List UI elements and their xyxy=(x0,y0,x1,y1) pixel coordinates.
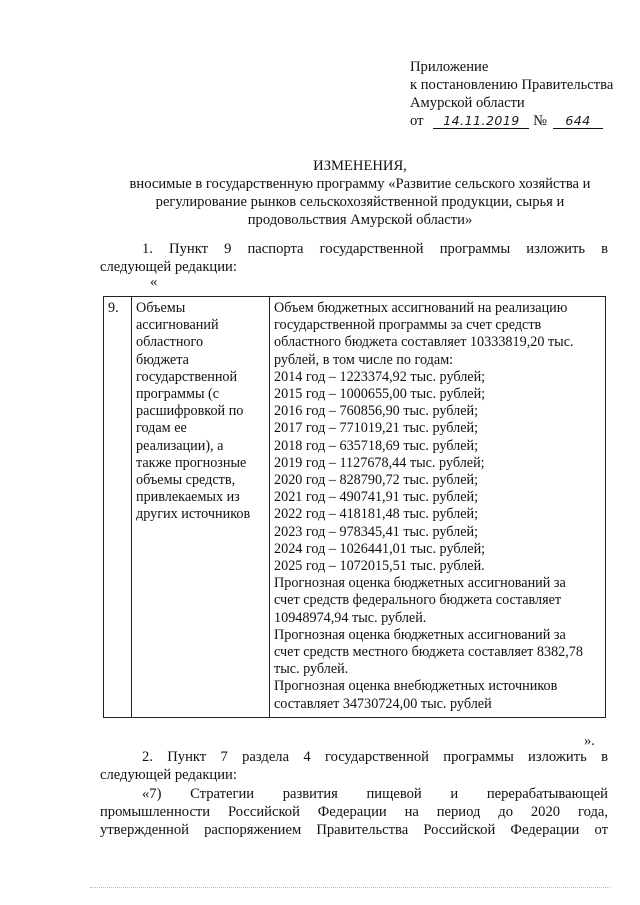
label-line: годам ее xyxy=(136,420,187,437)
appendix-header xyxy=(410,58,635,130)
title-subline-3: продовольствия Амурской области» xyxy=(247,212,473,228)
content-line: Прогнозная оценка внебюджетных источников xyxy=(274,678,558,695)
closing-quote: ». xyxy=(584,733,595,749)
label-line: привлекаемых из xyxy=(136,489,240,506)
appendix-title: Приложение xyxy=(410,59,489,75)
title-heading: ИЗМЕНЕНИЯ, xyxy=(313,158,407,174)
content-line: 2025 год – 1072015,51 тыс. рублей. xyxy=(274,558,485,575)
item-3-line-3: утвержденной распоряжением Правительства Российской Федерации от xyxy=(100,822,608,838)
item-1-paragraph xyxy=(100,240,608,276)
content-line: рублей, в том числе по годам: xyxy=(274,351,454,368)
appendix-resolution-line: к постановлению Правительства xyxy=(410,77,614,93)
content-line: областного бюджета составляет 10333819,20 тыс. xyxy=(274,334,574,351)
item-2-line-1: 2. Пункт 7 раздела 4 государственной программы изложить в xyxy=(142,749,608,765)
item-1-line-2: следующей редакции: xyxy=(100,259,237,275)
label-line: расшифровкой по xyxy=(136,403,244,420)
opening-quote: « xyxy=(150,274,158,290)
passport-table xyxy=(103,296,606,718)
label-line: государственной xyxy=(136,368,238,385)
content-line: 2018 год – 635718,69 тыс. рублей; xyxy=(274,437,479,454)
item-2-line-2: следующей редакции: xyxy=(100,767,237,783)
item-2-paragraph xyxy=(100,748,608,784)
item-3-line-2: промышленности Российской Федерации на период до 2020 года, xyxy=(100,804,608,820)
label-line: других источников xyxy=(136,506,251,523)
content-line: 2020 год – 828790,72 тыс. рублей; xyxy=(274,472,479,489)
item-1-line-1: 1. Пункт 9 паспорта государственной программы изложить в xyxy=(142,241,608,257)
label-line: Объемы xyxy=(136,300,186,316)
handwritten-date: 14.11.2019 xyxy=(433,114,529,129)
row-label xyxy=(132,297,270,718)
from-label: от xyxy=(410,113,424,129)
content-line: 2019 год – 1127678,44 тыс. рублей; xyxy=(274,454,485,471)
title-subline-2: регулирование рынков сельскохозяйственной продукции, сырья и xyxy=(155,194,565,210)
appendix-region-line: Амурской области xyxy=(410,95,525,111)
title-subline-1: вносимые в государственную программу «Развитие сельского хозяйства и xyxy=(129,176,591,192)
content-line: 2024 год – 1026441,01 тыс. рублей; xyxy=(274,540,486,557)
content-line: Прогнозная оценка бюджетных ассигнований за xyxy=(274,575,566,592)
content-line: 10948974,94 тыс. рублей. xyxy=(274,609,427,626)
content-line: 2021 год – 490741,91 тыс. рублей; xyxy=(274,489,479,506)
content-line: Прогнозная оценка бюджетных ассигнований за xyxy=(274,626,566,643)
label-line: объемы средств, xyxy=(136,472,236,489)
content-line: 2023 год – 978345,41 тыс. рублей; xyxy=(274,523,479,540)
table-row xyxy=(104,297,606,718)
content-line: составляет 34730724,00 тыс. рублей xyxy=(274,695,492,712)
document-title xyxy=(100,157,620,229)
row-number: 9. xyxy=(104,297,132,718)
row-content xyxy=(270,297,606,718)
content-line: тыс. рублей. xyxy=(274,661,349,678)
label-line: также прогнозные xyxy=(136,454,247,471)
label-line: реализации), а xyxy=(136,437,224,454)
handwritten-number: 644 xyxy=(553,114,603,129)
content-line: счет средств федерального бюджета составляет xyxy=(274,592,562,609)
label-line: областного xyxy=(136,334,204,351)
content-line: 2015 год – 1000655,00 тыс. рублей; xyxy=(274,386,486,403)
label-line: бюджета xyxy=(136,351,189,368)
content-line: Объем бюджетных ассигнований на реализацию xyxy=(274,300,568,316)
content-line: 2017 год – 771019,21 тыс. рублей; xyxy=(274,420,479,437)
label-line: ассигнований xyxy=(136,317,219,334)
item-3-paragraph xyxy=(100,785,608,839)
content-line: счет средств местного бюджета составляет 8382,78 xyxy=(274,644,583,661)
label-line: программы (с xyxy=(136,386,220,403)
scan-artifact-line xyxy=(90,887,610,890)
appendix-date-number-line xyxy=(410,112,635,130)
content-line: государственной программы за счет средств xyxy=(274,317,542,334)
number-label: № xyxy=(533,113,548,129)
content-line: 2022 год – 418181,48 тыс. рублей; xyxy=(274,506,479,523)
content-line: 2016 год – 760856,90 тыс. рублей; xyxy=(274,403,479,420)
content-line: 2014 год – 1223374,92 тыс. рублей; xyxy=(274,368,486,385)
item-3-line-1: «7) Стратегии развития пищевой и перерабатывающей xyxy=(142,786,608,802)
